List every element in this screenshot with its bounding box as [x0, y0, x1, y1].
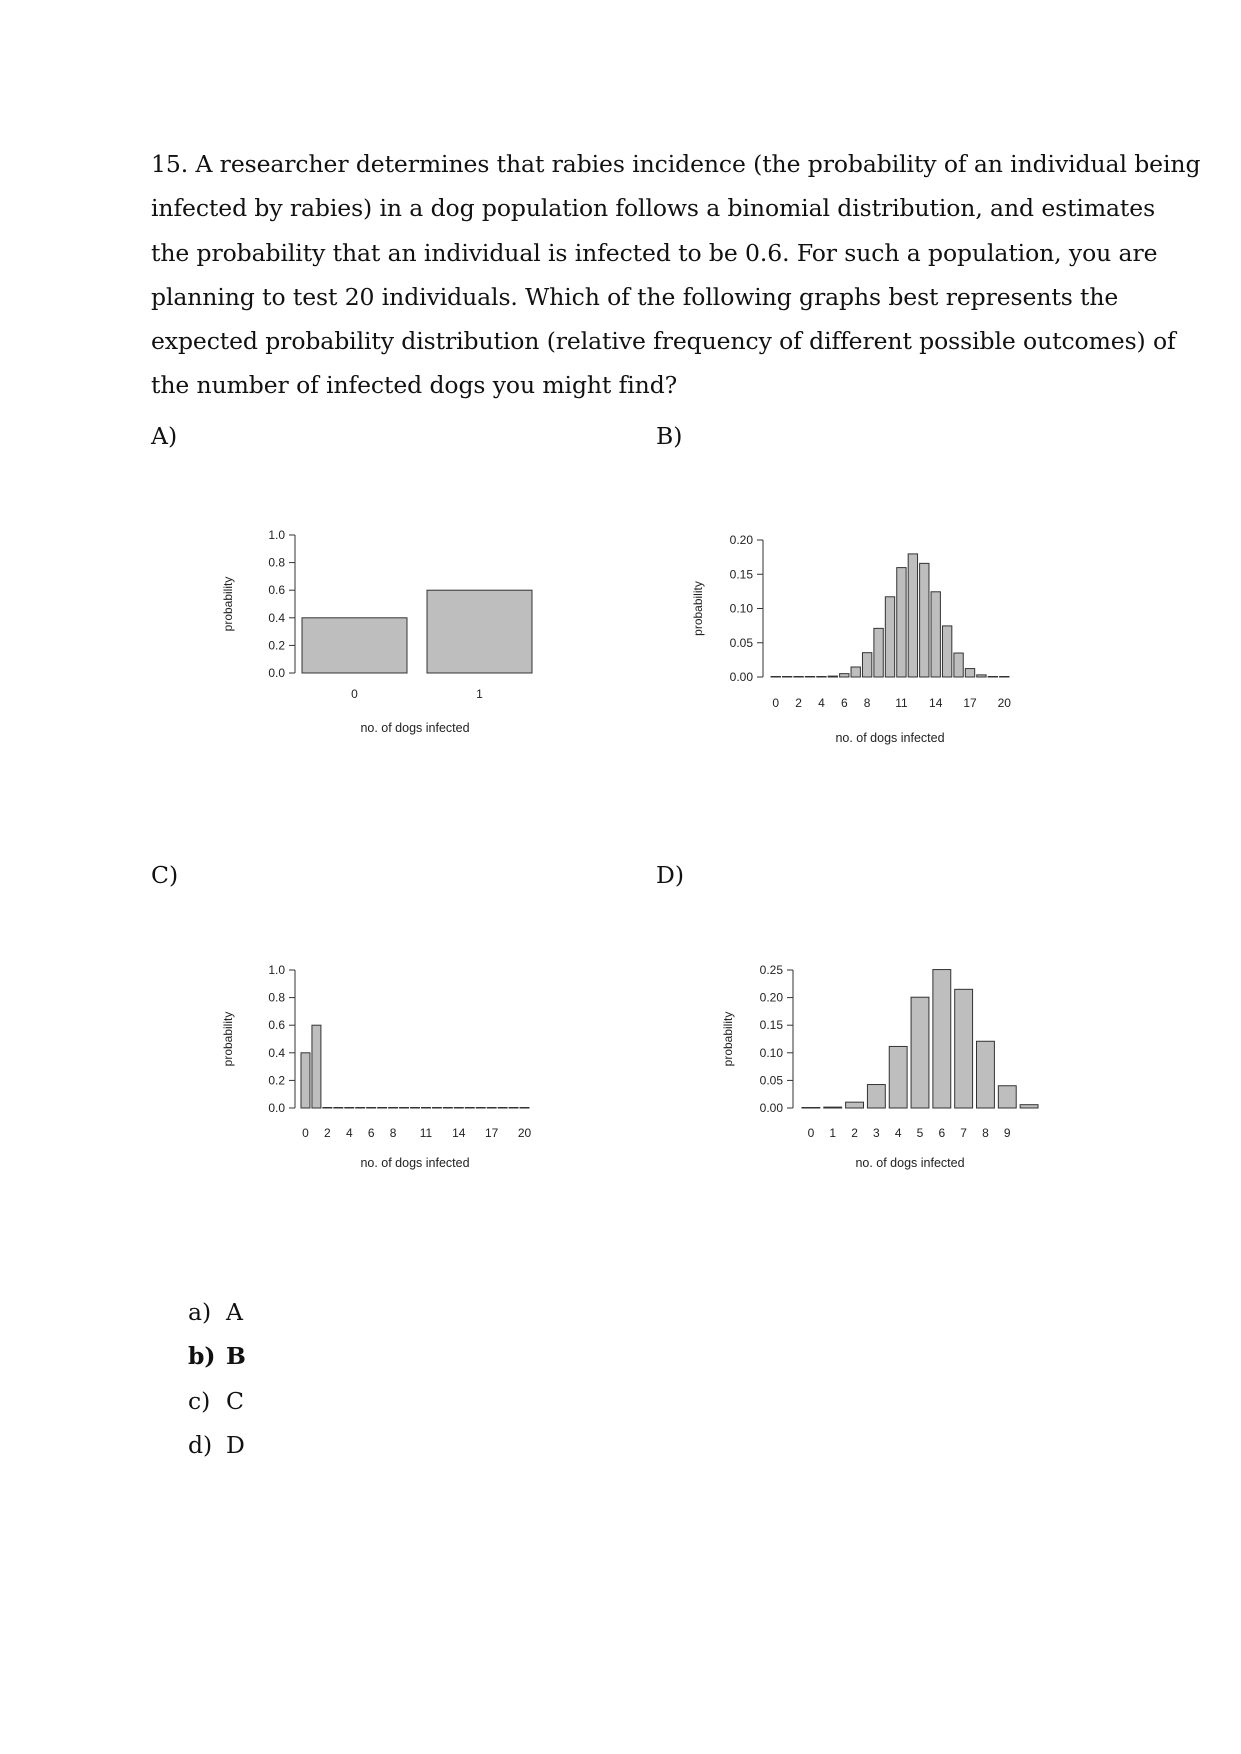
bar [771, 677, 780, 678]
y-tick-label: 0.20 [729, 533, 753, 547]
bar [885, 597, 894, 677]
bar [954, 653, 963, 677]
y-tick-label: 0.15 [759, 1018, 783, 1033]
x-tick-label: 0 [772, 696, 780, 710]
x-tick-label: 2 [795, 696, 802, 710]
option-text: C [226, 1386, 244, 1415]
y-tick-label: 1.0 [268, 528, 285, 542]
bar [794, 677, 803, 678]
bar [846, 1102, 864, 1108]
x-tick-label: 2 [324, 1126, 331, 1140]
chart-d [710, 955, 1050, 1185]
bar [1000, 677, 1009, 678]
x-tick-label: 7 [960, 1126, 967, 1140]
bar [427, 590, 532, 673]
y-axis-label: probability [691, 581, 705, 636]
y-axis-label: probability [221, 576, 235, 632]
bar [345, 1108, 354, 1109]
x-tick-label: 20 [997, 696, 1011, 710]
bar [476, 1108, 485, 1109]
x-tick-label: 3 [873, 1126, 880, 1140]
y-tick-label: 0.20 [759, 990, 783, 1005]
bar [911, 997, 929, 1108]
bar [817, 677, 826, 678]
x-tick-label: 8 [389, 1126, 397, 1140]
x-tick-label: 11 [419, 1126, 433, 1140]
y-tick-label: 0.6 [268, 1018, 285, 1033]
bar [988, 677, 997, 678]
bar [942, 626, 951, 677]
question-line: the probability that an individual is infected to be 0.6. For such a population, you are [151, 238, 1158, 267]
option-letter: c) [188, 1386, 211, 1415]
y-tick-label: 0.25 [759, 963, 783, 977]
bar [465, 1108, 474, 1109]
bar [920, 563, 929, 677]
x-tick-label: 6 [367, 1126, 375, 1140]
question-line: the number of infected dogs you might find? [151, 371, 678, 400]
y-tick-label: 0.4 [268, 610, 285, 625]
bar [824, 1107, 842, 1108]
option-d[interactable] [188, 1423, 246, 1467]
bar [805, 677, 814, 678]
panel-label-c: C) [151, 861, 179, 889]
bar [443, 1108, 452, 1109]
bar [965, 669, 974, 677]
bar [400, 1108, 409, 1109]
bar [828, 676, 837, 677]
y-tick-label: 1.0 [268, 963, 285, 977]
bar [498, 1108, 507, 1109]
x-tick-label: 2 [851, 1126, 858, 1140]
bar [802, 1108, 820, 1109]
y-tick-label: 0.10 [759, 1045, 783, 1060]
y-tick-label: 0.4 [268, 1045, 285, 1060]
x-axis-label: no. of dogs infected [855, 1156, 965, 1170]
bar [862, 653, 871, 677]
y-tick-label: 0.00 [729, 670, 753, 684]
bar [955, 989, 973, 1108]
y-tick-label: 0.6 [268, 583, 285, 598]
x-tick-label: 0 [351, 687, 358, 701]
x-tick-label: 5 [916, 1126, 924, 1140]
x-tick-label: 8 [982, 1126, 989, 1140]
x-tick-label: 17 [963, 696, 977, 710]
x-tick-label: 14 [452, 1126, 466, 1140]
x-tick-label: 9 [1003, 1126, 1011, 1140]
option-text: D [226, 1430, 245, 1459]
bar [520, 1108, 529, 1109]
y-tick-label: 0.05 [759, 1073, 783, 1088]
y-tick-label: 0.2 [268, 638, 285, 653]
x-tick-label: 6 [840, 696, 848, 710]
option-c[interactable] [188, 1379, 246, 1423]
y-tick-label: 0.10 [729, 601, 753, 616]
question-line: expected probability distribution (relative frequency of different possible outcomes) of [151, 327, 1176, 356]
chart-c [200, 955, 540, 1185]
bar [998, 1086, 1016, 1108]
option-text: A [226, 1298, 243, 1326]
bar [931, 592, 940, 677]
x-tick-label: 17 [484, 1126, 499, 1140]
x-axis-label: no. of dogs infected [360, 1156, 470, 1170]
bar [378, 1108, 387, 1109]
x-tick-label: 8 [863, 696, 871, 710]
bar [323, 1108, 332, 1109]
x-axis-label: no. of dogs infected [360, 721, 470, 735]
bar [432, 1108, 441, 1109]
bar [454, 1108, 463, 1109]
y-axis-label: probability [721, 1011, 735, 1067]
answer-options [188, 1290, 246, 1467]
bar [367, 1108, 376, 1109]
bar [356, 1108, 365, 1109]
bar [334, 1108, 343, 1109]
option-a[interactable] [188, 1290, 246, 1334]
x-tick-label: 4 [818, 696, 825, 710]
bar [874, 628, 883, 677]
y-tick-label: 0.8 [268, 555, 285, 570]
bar [782, 677, 791, 678]
chart-b [680, 525, 1020, 755]
x-tick-label: 1 [829, 1126, 837, 1140]
question-line: 15. A researcher determines that rabies incidence (the probability of an individual being [151, 150, 1201, 178]
bar [897, 568, 906, 677]
bar [487, 1108, 496, 1109]
option-letter: d) [188, 1430, 213, 1459]
bar [977, 675, 986, 677]
option-letter: b) [188, 1342, 216, 1371]
x-tick-label: 20 [517, 1126, 532, 1140]
bar [867, 1085, 885, 1108]
bar [1020, 1105, 1038, 1108]
y-tick-label: 0.0 [268, 1101, 285, 1115]
bar [302, 618, 407, 673]
bar [389, 1108, 398, 1109]
bar [509, 1108, 518, 1109]
bar [312, 1025, 321, 1108]
bar [908, 554, 917, 677]
question-line: planning to test 20 individuals. Which of the following graphs best represents the [151, 282, 1119, 311]
option-text: B [226, 1342, 246, 1371]
x-tick-label: 4 [894, 1126, 902, 1140]
y-tick-label: 0.0 [268, 666, 285, 680]
x-tick-label: 1 [476, 687, 483, 701]
x-tick-label: 0 [302, 1126, 309, 1140]
bar [301, 1053, 310, 1108]
x-tick-label: 11 [895, 696, 908, 710]
bar [933, 970, 951, 1108]
option-letter: a) [188, 1298, 212, 1326]
x-tick-label: 6 [938, 1126, 946, 1140]
question-line: infected by rabies) in a dog population follows a binomial distribution, and estimates [151, 194, 1156, 223]
x-tick-label: 14 [929, 696, 943, 710]
x-tick-label: 0 [807, 1126, 815, 1140]
bar [851, 667, 860, 677]
x-axis-label: no. of dogs infected [835, 731, 945, 745]
bar [411, 1108, 420, 1109]
option-b[interactable] [188, 1334, 246, 1378]
bar [421, 1108, 430, 1109]
x-tick-label: 4 [345, 1126, 353, 1140]
bar [977, 1041, 995, 1108]
y-tick-label: 0.05 [729, 635, 753, 650]
panel-label-b: B) [656, 422, 683, 450]
question-text [151, 142, 1201, 408]
y-tick-label: 0.15 [729, 567, 753, 582]
panel-label-d: D) [656, 861, 685, 889]
y-tick-label: 0.2 [268, 1073, 285, 1088]
panel-label-a: A) [151, 422, 178, 450]
bar [840, 674, 849, 677]
y-tick-label: 0.00 [759, 1101, 783, 1115]
bar [889, 1046, 907, 1108]
y-tick-label: 0.8 [268, 990, 285, 1005]
y-axis-label: probability [221, 1011, 235, 1067]
chart-a [200, 520, 540, 750]
